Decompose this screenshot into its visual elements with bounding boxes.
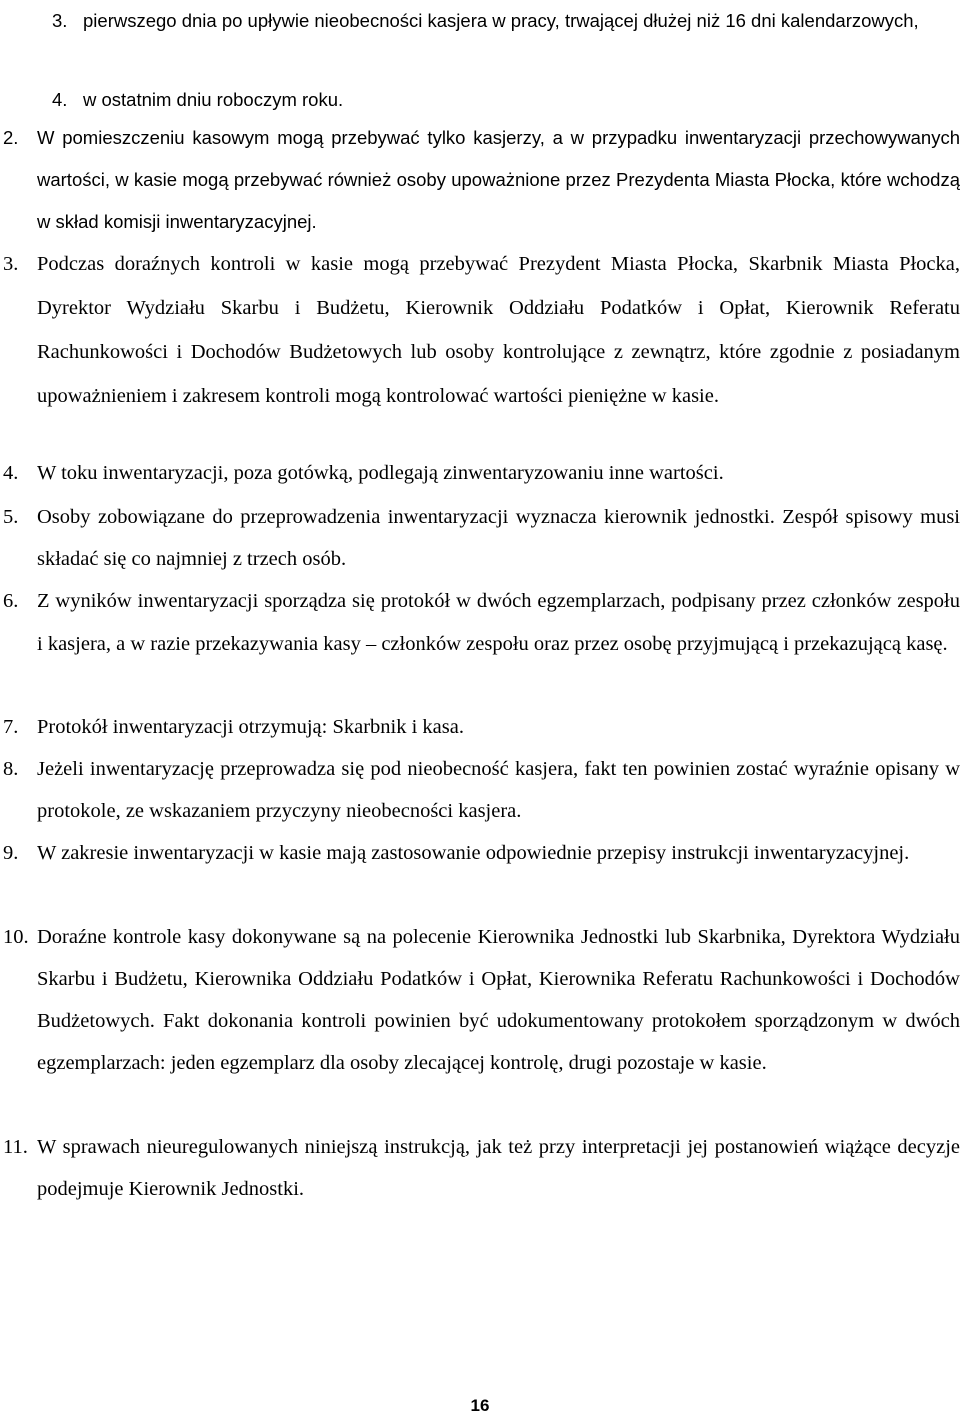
paragraph-number: 3. xyxy=(3,253,19,275)
paragraph-text: Osoby zobowiązane do przeprowadzenia inwentaryzacji wyznacza kierownik jednostki. Zespół spisowy musi składać się co najmniej z trzech osób. xyxy=(37,506,960,570)
sublist-item-text: w ostatnim dniu roboczym roku. xyxy=(83,89,344,110)
paragraph-text: W pomieszczeniu kasowym mogą przebywać tylko kasjerzy, a w przypadku inwentaryzacji przechowywanych wartości, w kasie mogą przebywać również osoby upoważnione przez Prezydenta Miasta Płocka, które wchodzą w skład komisji inwentaryzacyjnej. xyxy=(37,127,960,232)
paragraph-number: 2. xyxy=(3,127,19,148)
paragraph-number: 9. xyxy=(3,842,19,864)
paragraph-number: 11. xyxy=(3,1136,28,1158)
sublist-item-text: pierwszego dnia po upływie nieobecności kasjera w pracy, trwającej dłużej niż 16 dni kalendarzowych, xyxy=(83,10,919,31)
paragraph-number: 7. xyxy=(3,716,19,738)
paragraph-text: W sprawach nieuregulowanych niniejszą instrukcją, jak też przy interpretacji jej postanowień wiążące decyzje podejmuje Kierownik Jednostki. xyxy=(37,1136,960,1200)
paragraph-number: 8. xyxy=(3,758,19,780)
page-number: 16 xyxy=(470,1396,490,1415)
paragraph-number: 4. xyxy=(3,462,19,484)
paragraph-text: Podczas doraźnych kontroli w kasie mogą przebywać Prezydent Miasta Płocka, Skarbnik Miasta Płocka, Dyrektor Wydziału Skarbu i Budżetu, Kierownik Oddziału Podatków i Opłat, Kierownik Referatu Rachunkowości i Dochodów Budżetowych lub osoby kontrolujące z zewnątrz, które zgodnie z posiadanym upoważnieniem i zakresem kontroli mogą kontrolować wartości pieniężne w kasie. xyxy=(37,253,960,407)
sublist-item-number: 3. xyxy=(52,10,68,31)
paragraph-text: W toku inwentaryzacji, poza gotówką, podlegają zinwentaryzowaniu inne wartości. xyxy=(37,462,724,484)
paragraph-text: Jeżeli inwentaryzację przeprowadza się pod nieobecność kasjera, fakt ten powinien zostać wyraźnie opisany w protokole, ze wskazaniem przyczyny nieobecności kasjera. xyxy=(37,758,960,822)
paragraph-number: 5. xyxy=(3,506,19,528)
paragraph-text: Doraźne kontrole kasy dokonywane są na polecenie Kierownika Jednostki lub Skarbnika, Dyrektora Wydziału Skarbu i Budżetu, Kierownika Oddziału Podatków i Opłat, Kierownika Referatu Rachunkowości i Dochodów Budżetowych. Fakt dokonania kontroli powinien być udokumentowany protokołem sporządzonym w dwóch egzemplarzach: jeden egzemplarz dla osoby zlecającej kontrolę, drugi pozostaje w kasie. xyxy=(37,926,960,1074)
paragraph-text: W zakresie inwentaryzacji w kasie mają zastosowanie odpowiednie przepisy instrukcji inwentaryzacyjnej. xyxy=(37,842,910,864)
paragraph-text: Protokół inwentaryzacji otrzymują: Skarbnik i kasa. xyxy=(37,716,464,738)
paragraph-number: 10. xyxy=(3,926,29,948)
sublist-item-number: 4. xyxy=(52,89,68,110)
paragraph-number: 6. xyxy=(3,590,19,612)
paragraph-text: Z wyników inwentaryzacji sporządza się protokół w dwóch egzemplarzach, podpisany przez członków zespołu i kasjera, a w razie przekazywania kasy – członków zespołu oraz przez osobę przyjmującą i przekazującą kasę. xyxy=(37,590,960,655)
